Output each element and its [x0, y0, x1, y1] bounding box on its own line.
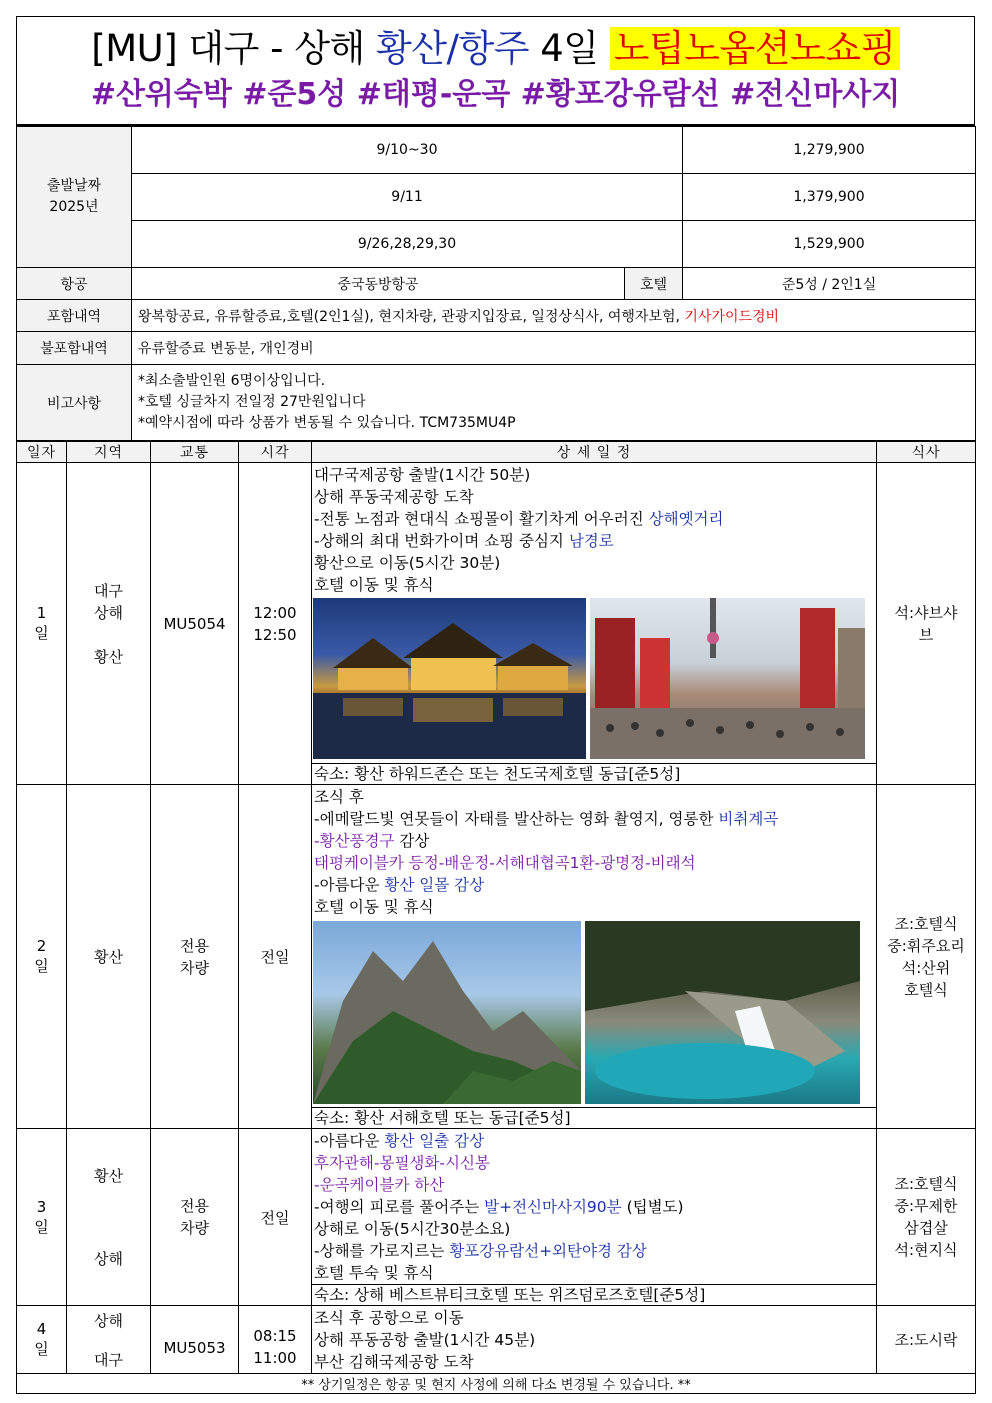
departure-label-line1: 출발날짜 — [46, 178, 102, 194]
day-detail: 대구국제공항 출발(1시간 50분) 상해 푸동국제공항 도착 -전통 노점과 현대식 쇼핑몰이 활기차게 어우러진 상해옛거리 -상해의 최대 번화가이며 쇼핑 중심지 남경로 황산으로 이동(5시간 30분) 호텔 이동 및 휴식 숙소: 황산 하워드존슨 또는 천도국제호텔 동급[준5성] — [312, 463, 877, 785]
title-duration: 4일 — [528, 27, 610, 70]
day-region: 대구 상해 황산 — [67, 463, 151, 785]
day-time: 08:15 11:00 — [239, 1306, 312, 1374]
day-time: 전일 — [239, 785, 312, 1129]
included-text: 왕복항공료, 유류할증료,호텔(2인1실), 현지차량, 관광지입장료, 일정상식사, 여행자보험, — [138, 308, 685, 325]
departure-label-line2: 2025년 — [49, 199, 99, 215]
day-detail: -아름다운 황산 일출 감상 후자관해-몽필생화-시신봉 -운곡케이블카 하산 -여행의 피로를 풀어주는 발+전신마사지90분 (팁별도) 상해로 이동(5시간30분소요) -상해를 가로지르는 황포강유람선+외탄야경 감상 호텔 투숙 및 휴식 숙소: 상해 베스트뷰티크호텔 또는 위즈덤로즈호텔[준5성] — [312, 1129, 877, 1306]
day-number: 1 일 — [17, 463, 67, 785]
excluded-value: 유류할증료 변동분, 개인경비 — [132, 332, 976, 365]
col-meal: 식사 — [877, 442, 976, 463]
itinerary-sheet — [16, 16, 975, 1394]
day-meal: 조:호텔식 중:무제한 삼겹살 석:현지식 — [877, 1129, 976, 1306]
schedule-table — [16, 441, 976, 1394]
airline-label: 항공 — [17, 268, 132, 300]
col-time: 시각 — [239, 442, 312, 463]
day-transport: MU5053 — [151, 1306, 239, 1374]
departure-date: 9/11 — [132, 174, 683, 221]
remark-line: *예약시점에 따라 상품가 변동될 수 있습니다. TCM735MU4P — [138, 415, 516, 431]
lodging-info: 숙소: 황산 하워드존슨 또는 천도국제호텔 동급[준5성] — [312, 763, 876, 784]
day-row-1 — [17, 463, 976, 785]
page-header — [16, 16, 975, 126]
included-text-red: 기사가이드경비 — [684, 308, 780, 325]
title-prefix: [MU] 대구 - 상해 — [91, 27, 377, 70]
day-transport: 전용 차량 — [151, 1129, 239, 1306]
day2-photos — [312, 918, 876, 1104]
title-highlight: 노팁노옵션노쇼핑 — [610, 27, 900, 70]
col-detail: 상 세 일 정 — [312, 442, 877, 463]
included-value — [132, 300, 976, 332]
day-transport: MU5054 — [151, 463, 239, 785]
remark-line: *호텔 싱글차지 전일정 27만원입니다 — [138, 394, 366, 410]
day-region: 황산 — [67, 785, 151, 1129]
day-region: 상해 대구 — [67, 1306, 151, 1374]
excluded-label: 불포함내역 — [17, 332, 132, 365]
day-number: 2 일 — [17, 785, 67, 1129]
yuyuan-garden-photo — [313, 598, 586, 759]
lodging-info: 숙소: 황산 서해호텔 또는 동급[준5성] — [312, 1107, 876, 1128]
col-day: 일자 — [17, 442, 67, 463]
day-row-2 — [17, 785, 976, 1129]
day-meal: 석:샤브샤 브 — [877, 463, 976, 785]
day-number: 4 일 — [17, 1306, 67, 1374]
departure-date: 9/26,28,29,30 — [132, 221, 683, 268]
lodging-info: 숙소: 상해 베스트뷰티크호텔 또는 위즈덤로즈호텔[준5성] — [312, 1284, 876, 1305]
day-detail: 조식 후 -에메랄드빛 연못들이 자태를 발산하는 영화 촬영지, 영롱한 비취계곡 -황산풍경구 감상 태평케이블카 등정-배운정-서해대협곡1환-광명정-비래석 -아름다운 황산 일몰 감상 호텔 이동 및 휴식 숙소: 황산 서해호텔 또는 동급[준5성] — [312, 785, 877, 1129]
remarks-label: 비고사항 — [17, 365, 132, 441]
day-detail: 조식 후 공항으로 이동 상해 푸동공항 출발(1시간 45분) 부산 김해국제공항 도착 — [312, 1306, 877, 1374]
day-region: 황산 상해 — [67, 1129, 151, 1306]
remarks-value — [132, 365, 976, 441]
col-transport: 교통 — [151, 442, 239, 463]
col-region: 지역 — [67, 442, 151, 463]
departure-price: 1,379,900 — [683, 174, 976, 221]
page-subtitle: #산위숙박 #준5성 #태평-운곡 #황포강유람선 #전신마사지 — [90, 77, 901, 112]
day-meal: 조:호텔식 중:휘주요리 석:산위 호텔식 — [877, 785, 976, 1129]
nanjing-road-photo — [590, 598, 865, 759]
departure-price: 1,279,900 — [683, 127, 976, 174]
day-row-4 — [17, 1306, 976, 1374]
day-time: 12:00 12:50 — [239, 463, 312, 785]
departure-price: 1,529,900 — [683, 221, 976, 268]
day-row-3 — [17, 1129, 976, 1306]
huangshan-peaks-photo — [313, 921, 581, 1104]
departure-label — [17, 127, 132, 268]
departure-date: 9/10~30 — [132, 127, 683, 174]
page-title — [17, 25, 974, 73]
emerald-valley-photo — [585, 921, 860, 1104]
day-transport: 전용 차량 — [151, 785, 239, 1129]
hotel-value: 준5성 / 2인1실 — [683, 268, 976, 300]
airline-value: 중국동방항공 — [132, 268, 625, 300]
remark-line: *최소출발인원 6명이상입니다. — [138, 373, 326, 389]
day-meal: 조:도시락 — [877, 1306, 976, 1374]
hotel-label: 호텔 — [625, 268, 683, 300]
day-number: 3 일 — [17, 1129, 67, 1306]
info-table — [16, 126, 976, 441]
day-time: 전일 — [239, 1129, 312, 1306]
title-destination: 황산/항주 — [376, 27, 529, 70]
included-label: 포함내역 — [17, 300, 132, 332]
day1-photos — [312, 596, 876, 759]
footer-note: ** 상기일정은 항공 및 현지 사정에 의해 다소 변경될 수 있습니다. ** — [17, 1374, 976, 1394]
